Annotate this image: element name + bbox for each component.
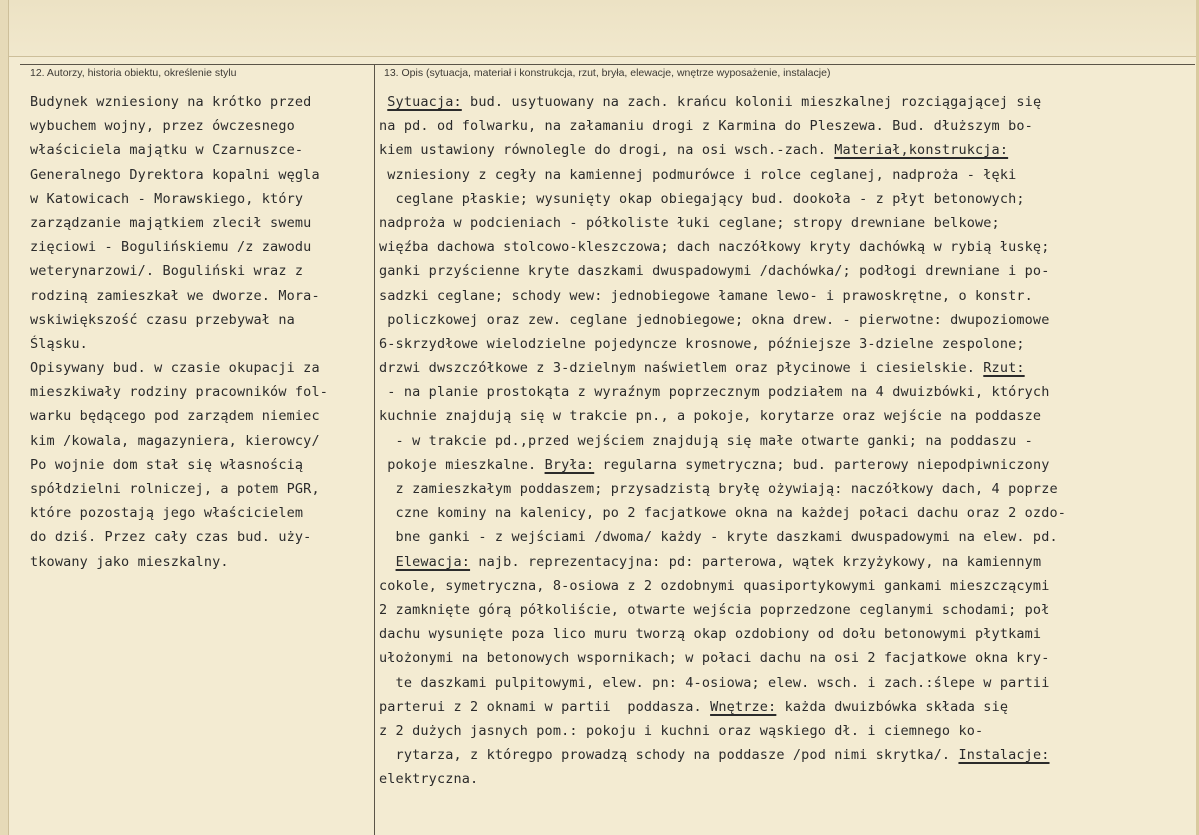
text-segment: cokole, symetryczna, 8-osiowa z 2 ozdobnymi quasiportykowymi gankami mieszczącymi [379,577,1050,594]
text-segment: na pd. od folwarku, na załamaniu drogi z Karmina do Pleszewa. Bud. dłuższym bo- [379,118,1033,135]
section-12-heading: 12. Autorzy, historia obiektu, określenie stylu [30,67,237,79]
text-segment: regularna symetryczna; bud. parterowy niepodpiwniczony [594,456,1050,473]
section-13-heading: 13. Opis (sytuacja, materiał i konstrukcja, rzut, bryła, elewacje, wnętrze wyposażenie, instalacje) [384,67,831,79]
text-segment: kuchnie znajdują się w trakcie pn., a pokoje, korytarze oraz wejście na poddasze [379,408,1042,425]
description-text-line [379,404,1194,428]
description-text-line [379,138,1194,162]
text-segment: parterui z 2 oknami w partii poddasza. [379,698,711,715]
text-segment: każda dwuizbówka składa się [776,698,1009,715]
card-left-edge [0,0,9,835]
text-segment: rytarza, z któregpo prowadzą schody na poddasze /pod nimi skrytka/. [379,747,959,764]
description-text-line [379,429,1194,453]
text-segment: bud. usytuowany na zach. krańcu kolonii mieszkalnej rozciągającej się [461,94,1042,110]
history-text-line: zarządzanie majątkiem zlecił swemu [30,214,312,231]
text-segment: 6-skrzydłowe wielodzielne pojedyncze krosnowe, późniejsze 3-dzielne zespolone; [379,335,1025,352]
text-segment [379,554,396,570]
description-text-line [379,598,1194,622]
description-text-line [379,767,1194,791]
history-text-line: właściciela majątku w Czarnuszce- [30,142,304,159]
history-text-line: Generalnego Dyrektora kopalni węgla [30,166,320,183]
history-text-column [30,90,380,574]
history-text-line: mieszkiwały rodziny pracowników fol- [30,384,328,401]
text-segment: dachu wysunięte poza lico muru tworzą okap ozdobiony od dołu betonowymi płytkami [379,626,1042,643]
section-heading-underlined: Sytuacja: [387,94,462,110]
history-text-line: do dziś. Przez cały czas bud. uży- [30,529,312,546]
description-text-line [379,235,1194,259]
description-text-line [379,646,1194,670]
history-text-line: które pozostają jego właścicielem [30,505,304,522]
header-rule [20,64,1195,65]
description-text-line [379,574,1194,598]
section-heading-underlined: Materiał,konstrukcja: [834,142,1009,159]
text-segment: z 2 dużych jasnych pom.: pokoju i kuchni oraz wąskiego dł. i ciemnego ko- [379,722,984,739]
history-text-line: Budynek wzniesiony na krótko przed [30,94,312,110]
section-heading-underlined: Elewacja: [395,553,471,570]
description-text-column [379,90,1194,791]
description-text-line [379,622,1194,646]
history-text-line: spółdzielni rolniczej, a potem PGR, [30,481,320,497]
description-text-line [379,90,1194,114]
description-text-line [379,259,1194,283]
section-heading-underlined: Instalacje: [958,747,1050,764]
history-text-line: kim /kowala, magazyniera, kierowcy/ [30,432,320,449]
section-heading-underlined: Rzut: [983,360,1025,377]
description-text-line [379,743,1194,767]
description-text-line [379,284,1194,308]
text-segment: te daszkami pulpitowymi, elew. pn: 4-osiowa; elew. wsch. i zach.:ślepe w partii [379,674,1050,691]
section-heading-underlined: Bryła: [544,456,595,473]
description-text-line [379,719,1194,743]
text-segment: ceglane płaskie; wysunięty okap obiegający bud. dookoła - z płyt betonowych; [379,190,1025,207]
text-segment: z zamieszkałym poddaszem; przysadzistą bryłę ożywiają: naczółkowy dach, 4 poprze [379,481,1058,497]
text-segment: pokoje mieszkalne. [379,456,545,473]
description-text-line [379,187,1194,211]
history-text-line: wybuchem wojny, przez ówczesnego [30,118,295,135]
text-segment: nadproża w podcieniach - półkoliste łuki ceglane; stropy drewniane belkowe; [379,214,1000,231]
text-segment: kiem ustawiony równolegle do drogi, na osi wsch.-zach. [379,142,835,159]
text-segment: policzkowej oraz zew. ceglane jednobiegowe; okna drew. - pierwotne: dwupoziomowe [379,311,1050,328]
description-text-line [379,550,1194,574]
description-text-line [379,332,1194,356]
text-segment: elektryczna. [379,771,479,788]
description-text-line [379,114,1194,138]
text-segment: czne kominy na kalenicy, po 2 facjatkowe okna na każdej połaci dachu oraz 2 ozdo- [379,505,1067,522]
card-top-margin [0,0,1199,57]
description-text-line [379,211,1194,235]
description-text-line [379,501,1194,525]
text-segment: najb. reprezentacyjna: pd: parterowa, wątek krzyżykowy, na kamiennym [470,553,1042,570]
text-segment: więźba dachowa stolcowo-kleszczowa; dach naczółkowy kryty dachówką w rybią łuskę; [379,239,1050,256]
history-text-line: Po wojnie dom stał się własnością [30,456,304,473]
text-segment: bne ganki - z wejściami /dwoma/ każdy - kryte daszkami dwuspadowymi na elew. pd. [379,529,1058,546]
text-segment: ułożonymi na betonowych wspornikach; w połaci dachu na osi 2 facjatkowe okna kry- [379,650,1050,667]
text-segment: drzwi dwszczółkowe z 3-dzielnym naświetlem oraz płycinowe i ciesielskie. [379,360,984,377]
text-segment: wzniesiony z cegły na kamiennej podmurówce i rolce ceglanej, nadproża - łęki [379,166,1017,183]
section-heading-underlined: Wnętrze: [710,698,777,715]
description-text-line [379,356,1194,380]
description-text-line [379,308,1194,332]
description-text-line [379,695,1194,719]
description-text-line [379,163,1194,187]
history-text-line: w Katowicach - Morawskiego, który [30,190,304,207]
history-text-line: weterynarzowi/. Boguliński wraz z [30,263,304,280]
history-text-line: rodziną zamieszkał we dworze. Mora- [30,287,320,304]
text-segment: ganki przyścienne kryte daszkami dwuspadowymi /dachówka/; podłogi drewniane i po- [379,263,1050,280]
text-segment: 2 zamknięte górą półkoliście, otwarte wejścia poprzedzone ceglanymi schodami; poł [379,601,1050,618]
history-text-line: zięciowi - Bogulińskiemu /z zawodu [30,239,312,256]
description-text-line [379,671,1194,695]
history-text-line: Opisywany bud. w czasie okupacji za [30,360,320,377]
history-text-line: tkowany jako mieszkalny. [30,553,229,570]
description-text-line [379,453,1194,477]
description-text-line [379,380,1194,404]
history-text-line: Śląsku. [30,335,88,352]
description-text-line [379,477,1194,501]
text-segment: sadzki ceglane; schody wew: jednobiegowe łamane lewo- i prawoskrętne, o konstr. [379,287,1033,304]
history-text-line: warku będącego pod zarządem niemiec [30,408,320,425]
history-text-line: wskiwiększość czasu przebywał na [30,311,295,328]
description-text-line [379,525,1194,549]
text-segment: - na planie prostokąta z wyraźnym poprzecznym podziałem na 4 dwuizbówki, których [379,384,1050,401]
text-segment: - w trakcie pd.,przed wejściem znajdują się małe otwarte ganki; na poddaszu - [379,432,1033,449]
